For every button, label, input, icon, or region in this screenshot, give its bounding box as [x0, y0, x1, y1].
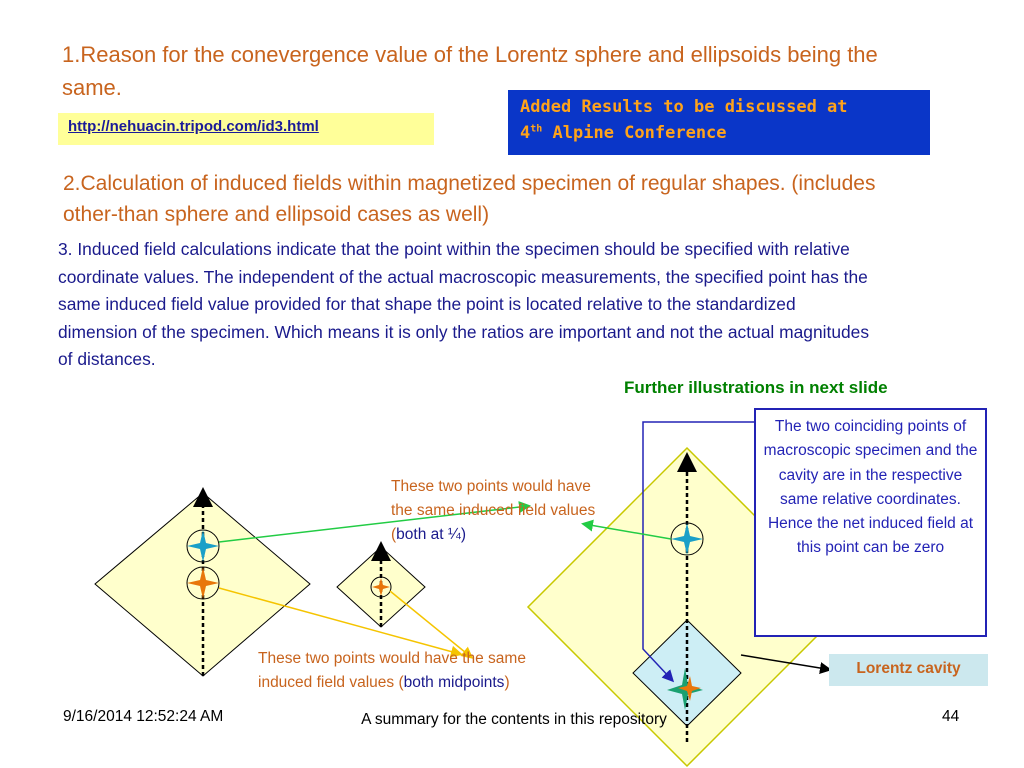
mid-points-annotation	[258, 647, 528, 695]
mid-annotation-highlight: both midpoints	[403, 674, 505, 691]
further-illustrations-label: Further illustrations in next slide	[624, 378, 888, 397]
added-results-sup: th	[530, 123, 543, 135]
lorentz-cavity-label: Lorentz cavity	[829, 654, 988, 686]
heading-1: 1.Reason for the conevergence value of the Lorentz sphere and ellipsoids being the same.	[62, 42, 878, 100]
mid-annotation-close: )	[504, 674, 510, 691]
added-results-line1: Added Results to be discussed at	[520, 97, 848, 117]
footer-page-number: 44	[942, 708, 960, 725]
quarter-points-annotation	[391, 475, 611, 547]
quarter-annotation-text: These two points would have the same induced field values (	[391, 478, 596, 543]
quarter-annotation-highlight: both at ¼	[396, 526, 461, 543]
mid-annotation-text: These two points would have the same induced field values (	[258, 650, 526, 691]
quarter-annotation-close: )	[460, 526, 466, 543]
footer-date: 9/16/2014 12:52:24 AM	[63, 708, 224, 725]
heading-2: 2.Calculation of induced fields within magnetized specimen of regular shapes. (includes other-than sphere and ellipsoid cases as well)	[63, 172, 876, 226]
added-results-number: 4	[520, 123, 531, 143]
added-results-suffix: Alpine Conference	[542, 123, 727, 143]
footer-summary: A summary for the contents in this repository	[361, 711, 667, 728]
tripod-link[interactable]: http://nehuacin.tripod.com/id3.html	[68, 118, 319, 135]
coinciding-points-note: The two coinciding points of macroscopic specimen and the cavity are in the respective same relative coordinates. Hence the net induced field at this point can be zero	[754, 408, 987, 637]
paragraph-3: 3. Induced field calculations indicate that the point within the specimen should be specified with relative coordinate values. The independent of the actual macroscopic measurements, the specified point has the same induced field value provided for that shape the point is located relative to the standardized dimension of the specimen. Which means it is only the ratios are important and not the actual magnitudes of distances.	[58, 239, 870, 369]
